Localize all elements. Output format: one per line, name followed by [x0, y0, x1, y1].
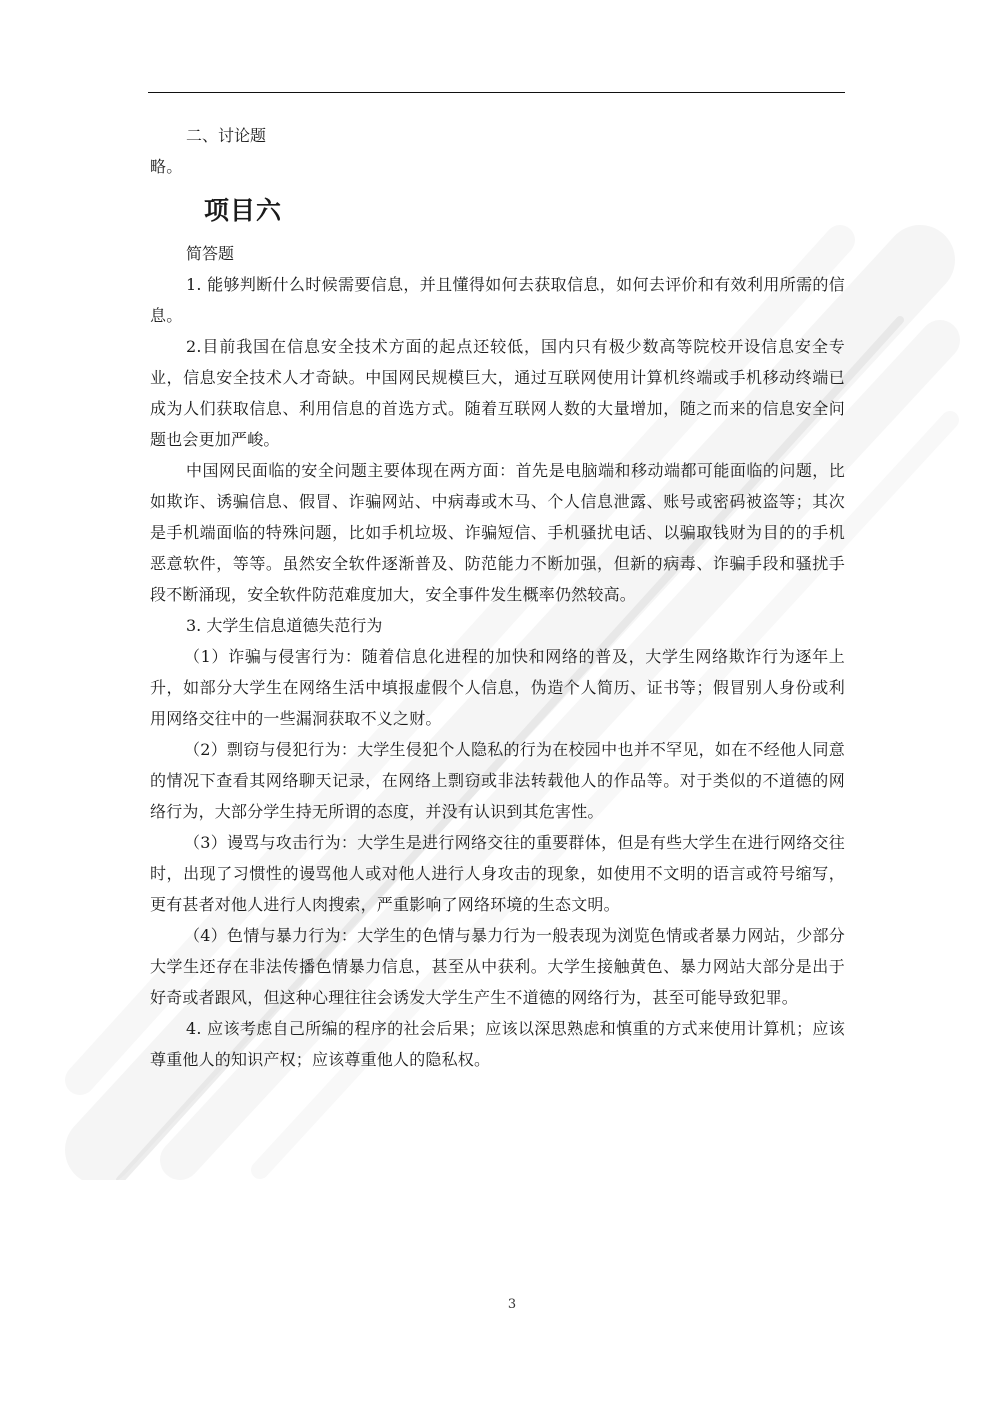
project-title: 项目六 [204, 196, 283, 225]
answer-2-paragraph-2: 中国网民面临的安全问题主要体现在两方面：首先是电脑端和移动端都可能面临的问题，比如欺诈、诱骗信息、假冒、诈骗网站、中病毒或木马、个人信息泄露、账号或密码被盗等；其次是手机端面临的特殊问题，比如手机垃圾、诈骗短信、手机骚扰电话、以骗取钱财为目的的手机恶意软件，等等。虽然安全软件逐渐普及、防范能力不断加强，但新的病毒、诈骗手段和骚扰手段不断涌现，安全软件防范难度加大，安全事件发生概率仍然较高。 [150, 461, 845, 604]
answer-3-item-2: （2）剽窃与侵犯行为：大学生侵犯个人隐私的行为在校园中也并不罕见，如在不经他人同意的情况下查看其网络聊天记录，在网络上剽窃或非法转载他人的作品等。对于类似的不道德的网络行为，大部分学生持无所谓的态度，并没有认识到其危害性。 [150, 740, 845, 821]
short-answer-heading: 简答题 [186, 244, 235, 263]
discussion-body: 略。 [150, 157, 183, 176]
answer-1: 1. 能够判断什么时候需要信息，并且懂得如何去获取信息，如何去评价和有效利用所需的信息。 [150, 275, 845, 325]
answer-4: 4. 应该考虑自己所编的程序的社会后果；应该以深思熟虑和慎重的方式来使用计算机；应该尊重他人的知识产权；应该尊重他人的隐私权。 [150, 1019, 845, 1069]
discussion-heading: 二、讨论题 [186, 126, 267, 145]
answer-3-item-1: （1）诈骗与侵害行为：随着信息化进程的加快和网络的普及，大学生网络欺诈行为逐年上升，如部分大学生在网络生活中填报虚假个人信息，伪造个人简历、证书等；假冒别人身份或利用网络交往中的一些漏洞获取不义之财。 [150, 647, 845, 728]
document-body [150, 120, 845, 1075]
answer-3-item-4: （4）色情与暴力行为：大学生的色情与暴力行为一般表现为浏览色情或者暴力网站，少部分大学生还存在非法传播色情暴力信息，甚至从中获利。大学生接触黄色、暴力网站大部分是出于好奇或者跟风，但这种心理往往会诱发大学生产生不道德的网络行为，甚至可能导致犯罪。 [150, 926, 845, 1007]
answer-3-heading: 3. 大学生信息道德失范行为 [186, 616, 383, 635]
answer-3-item-3: （3）谩骂与攻击行为：大学生是进行网络交往的重要群体，但是有些大学生在进行网络交往时，出现了习惯性的谩骂他人或对他人进行人身攻击的现象，如使用不文明的语言或符号缩写，更有甚者对他人进行人肉搜索，严重影响了网络环境的生态文明。 [150, 833, 845, 914]
header-rule [148, 92, 845, 93]
page-number: 3 [507, 1297, 517, 1312]
answer-2-paragraph-1: 2.目前我国在信息安全技术方面的起点还较低，国内只有极少数高等院校开设信息安全专业，信息安全技术人才奇缺。中国网民规模巨大，通过互联网使用计算机终端或手机移动终端已成为人们获取信息、利用信息的首选方式。随着互联网人数的大量增加，随之而来的信息安全问题也会更加严峻。 [150, 337, 845, 449]
